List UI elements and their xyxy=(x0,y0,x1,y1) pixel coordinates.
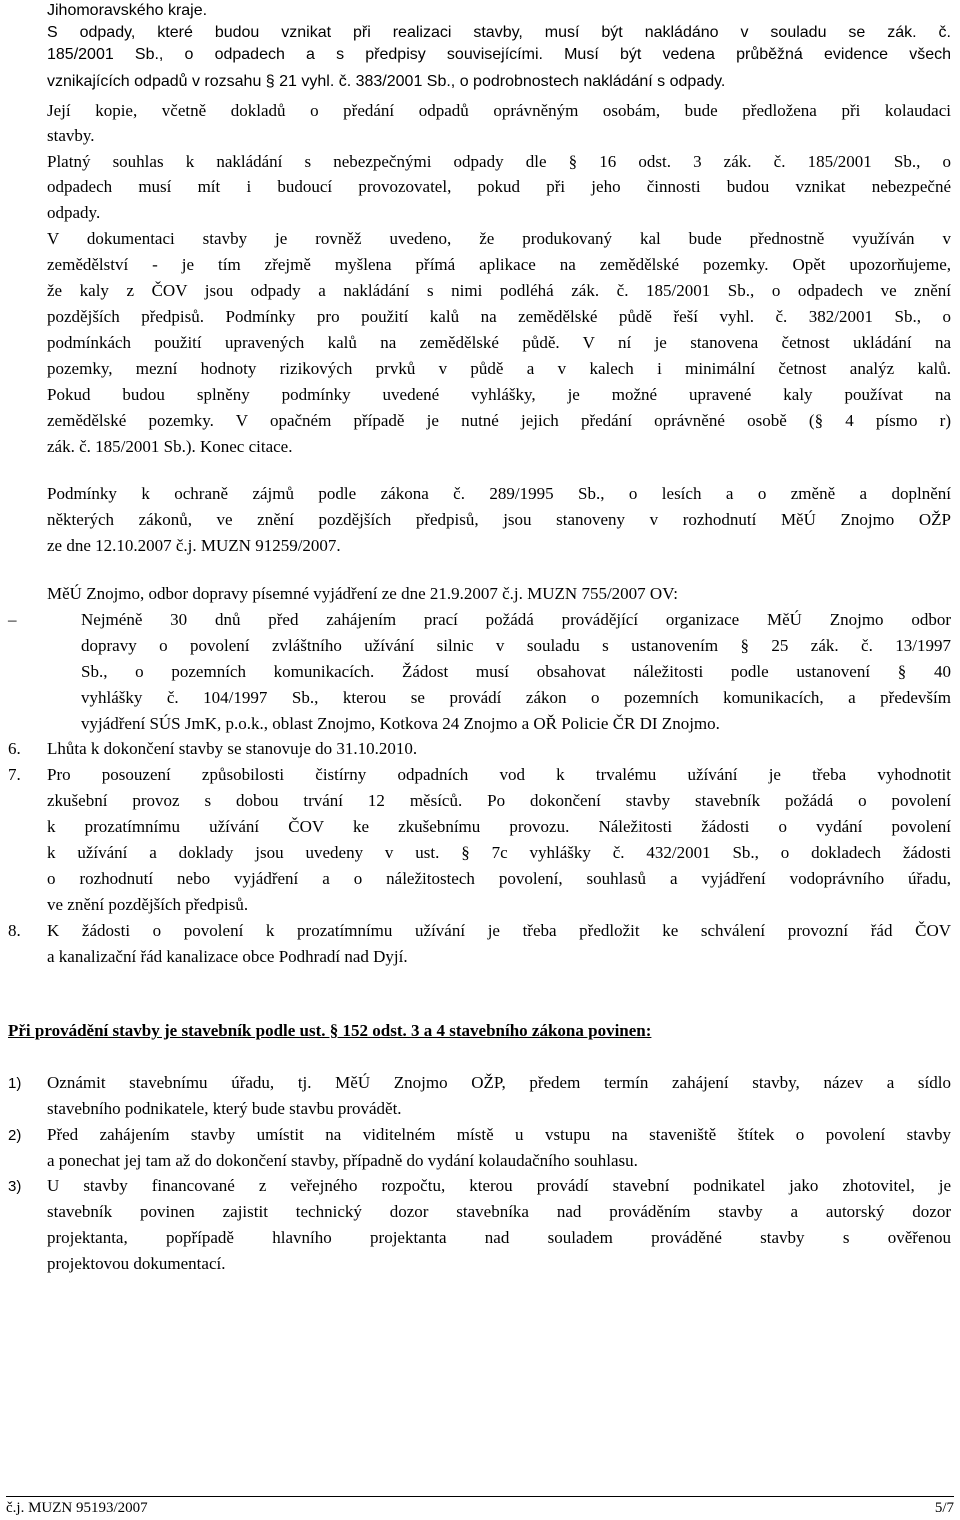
text-line: a ponechat jej tam až do dokončení stavby, případně do vydání kolaudačního souhlasu. xyxy=(47,1151,638,1170)
text-line: Její kopie, včetně dokladů o předání odpadů oprávněným osobám, bude předložena při kolaudaci xyxy=(47,101,951,120)
text-line: stavebník povinen zajistit technický dozor stavebníka nad prováděním stavby a autorský dozor xyxy=(47,1202,951,1221)
text-line: dopravy o povolení zvláštního užívání silnic v souladu s ustanovením § 25 zák. č. 13/1997 xyxy=(81,636,951,655)
item-number: 6. xyxy=(8,739,21,758)
text-line: S odpady, které budou vznikat při realizaci stavby, musí být nakládáno v souladu se zák. č. xyxy=(47,24,951,41)
text-line: ve znění pozdějších předpisů. xyxy=(47,895,249,914)
text-line: stavby. xyxy=(47,126,95,145)
text-line: některých zákonů, ve znění pozdějších předpisů, jsou stanoveny v rozhodnutí MěÚ Znojmo OŽP xyxy=(47,510,951,529)
text-line: k prozatímnímu užívání ČOV ke zkušebnímu provozu. Náležitosti žádosti o vydání povolení xyxy=(47,817,951,836)
text-line: Lhůta k dokončení stavby se stanovuje do 31.10.2010. xyxy=(47,739,418,758)
footer-reference: č.j. MUZN 95193/2007 xyxy=(6,1500,148,1516)
text-line: Jihomoravského kraje. xyxy=(47,2,208,19)
item-number: 1) xyxy=(8,1075,22,1092)
text-line: Podmínky k ochraně zájmů podle zákona č. 289/1995 Sb., o lesích a o změně a doplnění xyxy=(47,484,951,503)
text-line: vznikajících odpadů v rozsahu § 21 vyhl. č. 383/2001 Sb., o podrobnostech nakládání s odpady. xyxy=(47,73,726,90)
item-number: 8. xyxy=(8,921,21,940)
text-line: V dokumentaci stavby je rovněž uvedeno, že produkovaný kal bude přednostně využíván v xyxy=(47,229,951,248)
text-line: projektovou dokumentací. xyxy=(47,1254,226,1273)
text-line: U stavby financované z veřejného rozpočtu, kterou provádí stavební podnikatel jako zhotovitel, je xyxy=(47,1176,951,1195)
item-number: 2) xyxy=(8,1127,22,1144)
text-line: o rozhodnutí nebo vyjádření a o náležitostech povolení, souhlasů a vyjádření vodoprávního úřadu, xyxy=(47,869,951,888)
text-line: a kanalizační řád kanalizace obce Podhradí nad Dyjí. xyxy=(47,947,408,966)
text-line: podmínkách použití upravených kalů na zemědělské půdě. V ní je stanovena četnost ukládání na xyxy=(47,333,951,352)
text-line: K žádosti o povolení k prozatímnímu užívání je třeba předložit ke schválení provozní řád ČOV xyxy=(47,921,951,940)
page-number: 5/7 xyxy=(934,1500,954,1516)
text-line: k užívání a doklady jsou uvedeny v ust. § 7c vyhlášky č. 432/2001 Sb., o dokladech žádosti xyxy=(47,843,951,862)
text-line: zemědělství - je tím zřejmě myšlena přímá aplikace na zemědělské pozemky. Opět upozorňujeme, xyxy=(47,255,951,274)
text-line: Sb., o pozemních komunikacích. Žádost musí obsahovat náležitosti podle ustanovení § 40 xyxy=(81,662,951,681)
text-line: zemědělské pozemky. V opačném případě je nutné jejich předání oprávněné osobě (§ 4 písmo r) xyxy=(47,411,951,430)
item-number: 3) xyxy=(8,1178,22,1195)
text-line: vyhlášky č. 104/1997 Sb., kterou se provádí zákon o pozemních komunikacích, a především xyxy=(81,688,951,707)
text-line: Nejméně 30 dnů před zahájením prací požádá provádějící organizace MěÚ Znojmo odbor xyxy=(81,610,951,629)
text-line: ze dne 12.10.2007 č.j. MUZN 91259/2007. xyxy=(47,536,341,555)
text-line: zák. č. 185/2001 Sb.). Konec citace. xyxy=(47,437,293,456)
section-heading: Při provádění stavby je stavebník podle ust. § 152 odst. 3 a 4 stavebního zákona povinen: xyxy=(8,1021,652,1040)
text-line: stavebního podnikatele, který bude stavbu provádět. xyxy=(47,1099,402,1118)
text-line: zkušební provoz s dobou trvání 12 měsíců. Po dokončení stavby stavebník požádá o povolení xyxy=(47,791,951,810)
text-line: odpady. xyxy=(47,203,101,222)
text-line: odpadech musí mít i budoucí provozovatel, pokud při jeho činnosti budou vznikat nebezpečné xyxy=(47,177,951,196)
text-line: vyjádření SÚS JmK, p.o.k., oblast Znojmo, Kotkova 24 Znojmo a OŘ Policie ČR DI Znojmo. xyxy=(81,714,720,733)
text-line: Oznámit stavebnímu úřadu, tj. MěÚ Znojmo OŽP, předem termín zahájení stavby, název a sídlo xyxy=(47,1073,951,1092)
footer-divider xyxy=(6,1496,954,1497)
item-number: 7. xyxy=(8,765,21,784)
text-line: pozdějších předpisů. Podmínky pro použití kalů na zemědělské půdě řeší vyhl. č. 382/2001 Sb., o xyxy=(47,307,951,326)
text-line: Pokud budou splněny podmínky uvedené vyhlášky, je možné upravené kaly používat na xyxy=(47,385,951,404)
text-line: 185/2001 Sb., o odpadech a s předpisy souvisejícími. Musí být vedena průběžná evidence všech xyxy=(47,46,951,63)
text-line: Pro posouzení způsobilosti čistírny odpadních vod k trvalému užívání je třeba vyhodnotit xyxy=(47,765,951,784)
text-line: že kaly z ČOV jsou odpady a nakládání s nimi podléhá zák. č. 185/2001 Sb., o odpadech ve znění xyxy=(47,281,951,300)
text-line: projektanta, popřípadě hlavního projektanta nad souladem prováděné stavby s ověřenou xyxy=(47,1228,951,1247)
dash-bullet: – xyxy=(8,610,17,629)
text-line: pozemky, mezní hodnoty rizikových prvků v půdě a v kalech i minimální četnost analýz kalů. xyxy=(47,359,951,378)
text-line: Platný souhlas k nakládání s nebezpečnými odpady dle § 16 odst. 3 zák. č. 185/2001 Sb., o xyxy=(47,152,951,171)
text-line: MěÚ Znojmo, odbor dopravy písemné vyjádření ze dne 21.9.2007 č.j. MUZN 755/2007 OV: xyxy=(47,584,678,603)
text-line: Před zahájením stavby umístit na viditelném místě u vstupu na staveniště štítek o povolení stavby xyxy=(47,1125,951,1144)
